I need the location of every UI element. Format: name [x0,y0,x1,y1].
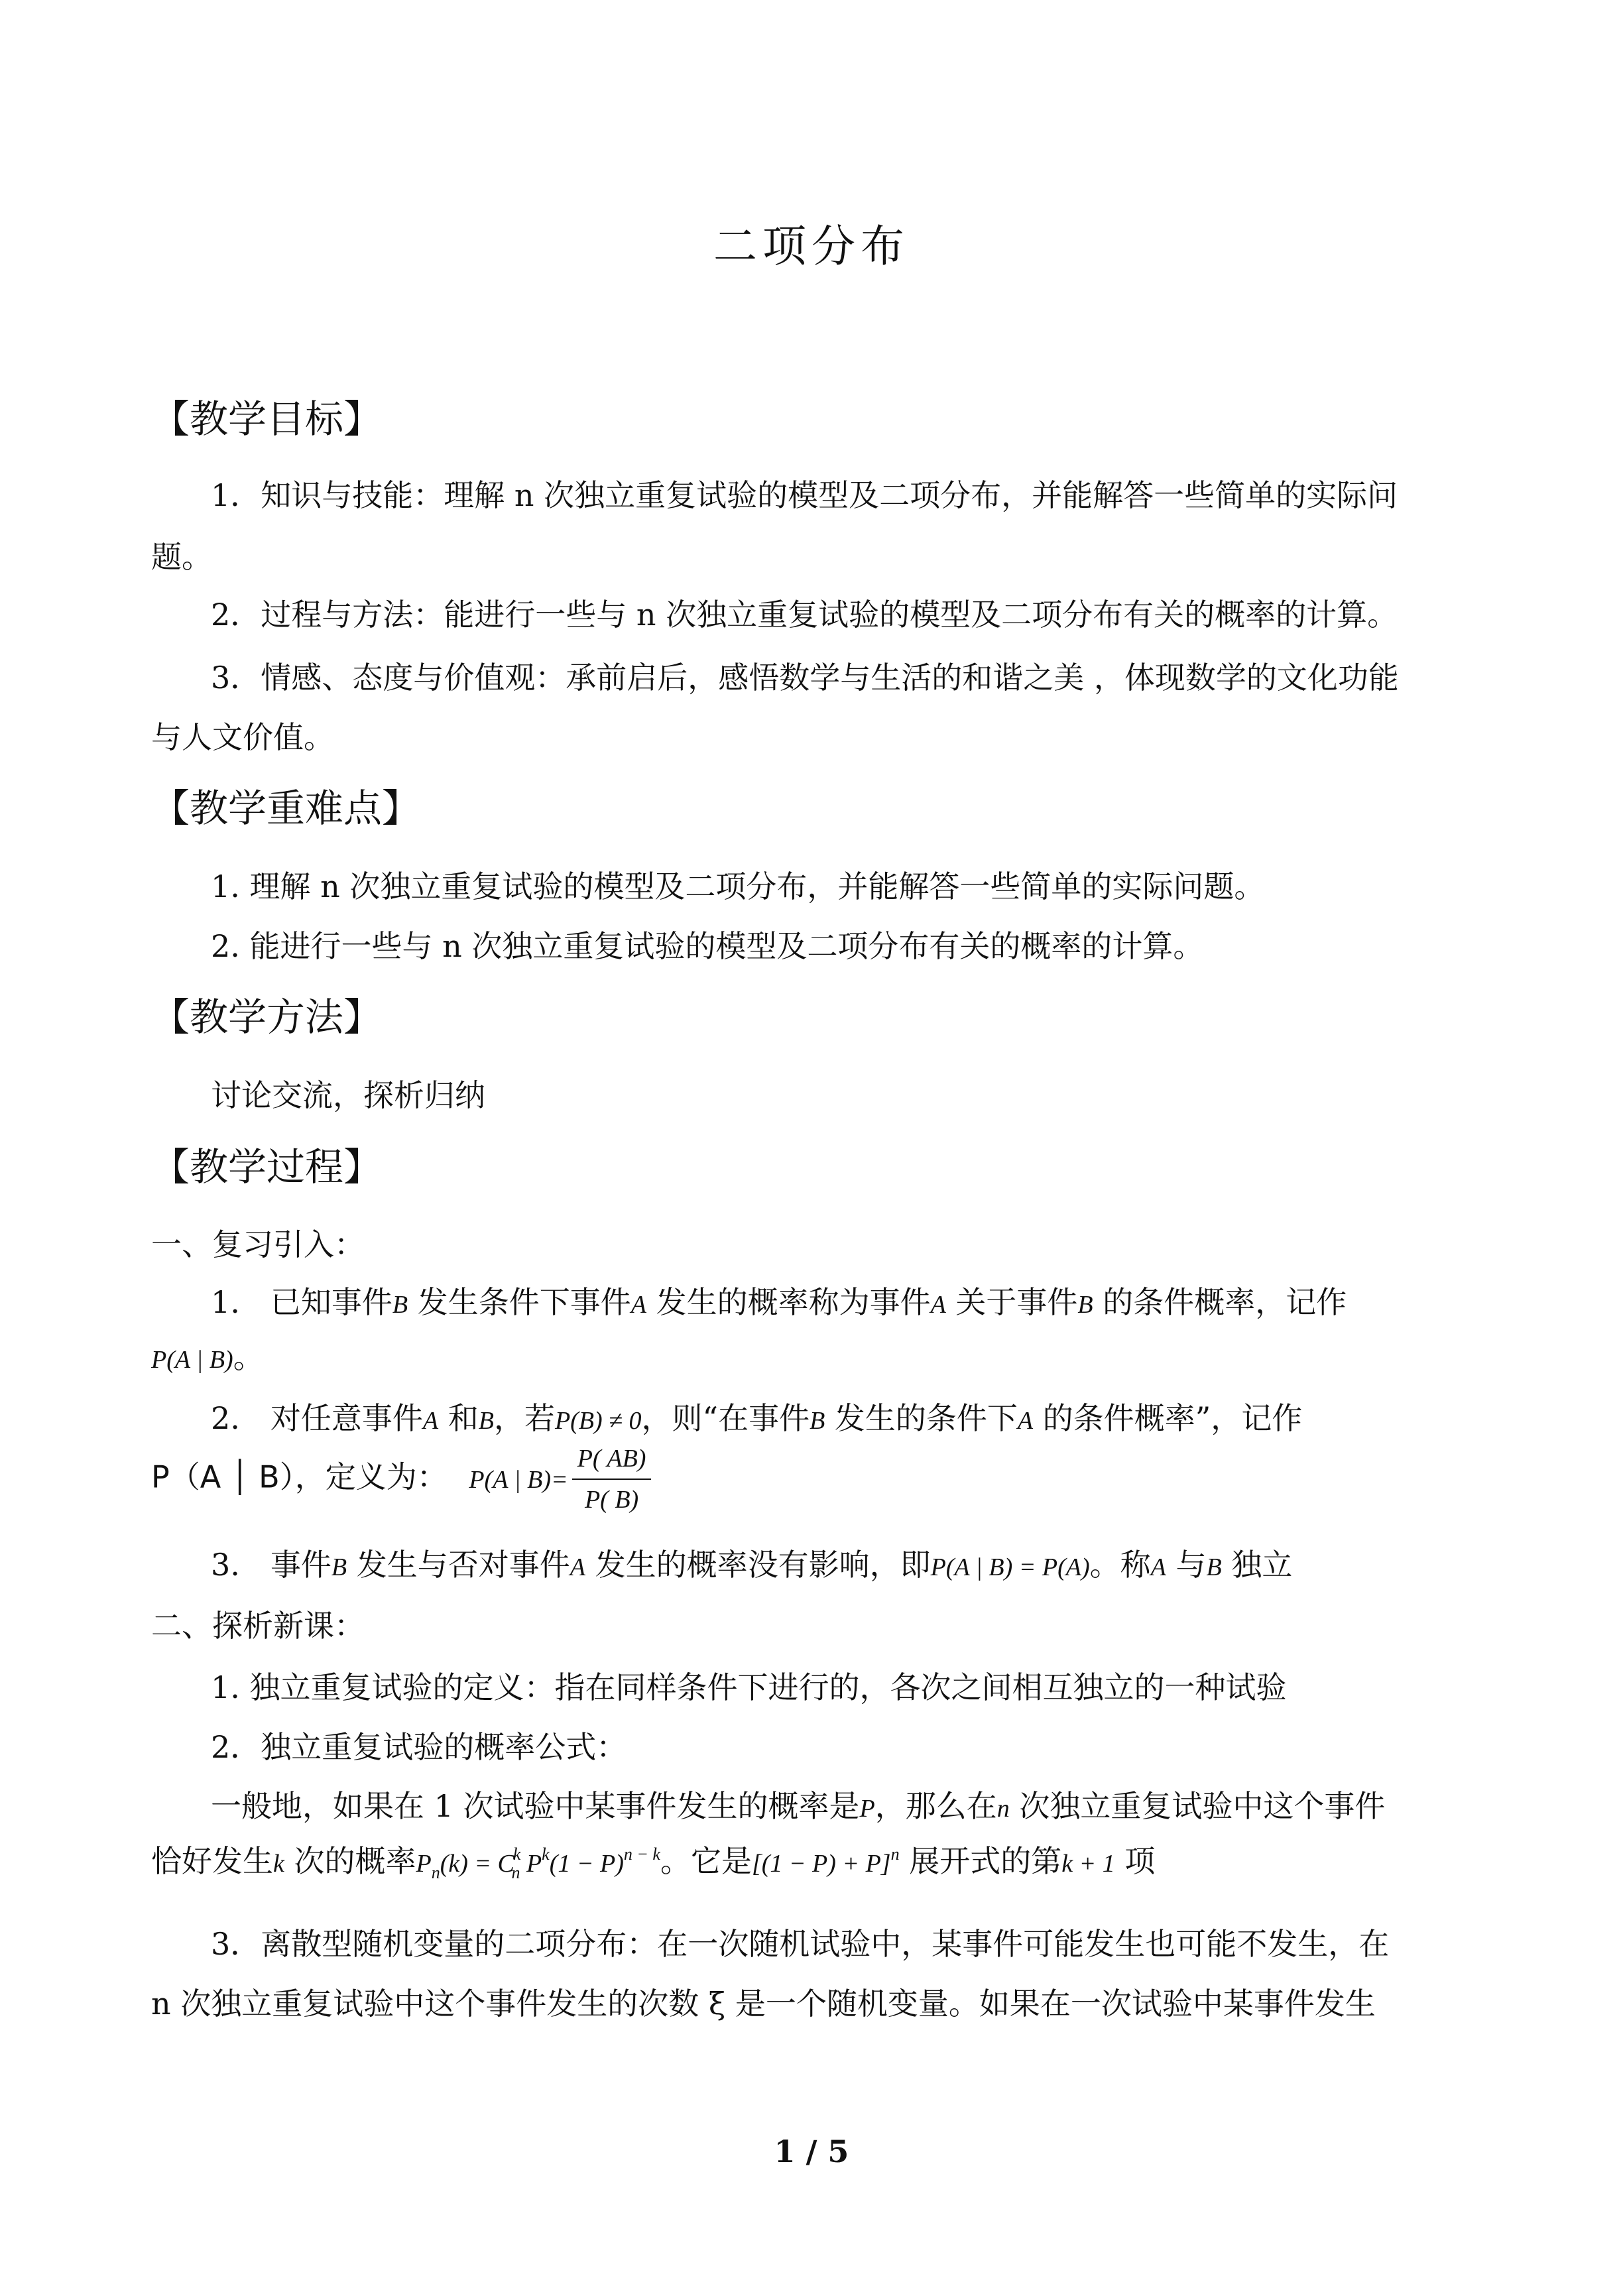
binomial-probability-formula: $P_n(k) = C^k_n$ $P^k(1 - P)^{n - k}$ [416,1844,660,1882]
section-heading-methods: 【教学方法】 [151,995,383,1040]
goal-2: 2．过程与方法：能进行一些与 n 次独立重复试验的模型及二项分布有关的概率的计算。 [211,597,1398,633]
review-item-2-line-1: 2. 对任意事件A 和B，若P(B) ≠ 0，则“在事件B 发生的条件下A 的条件概率”，记作 [211,1400,1303,1436]
conditional-probability-formula: P(A | B) [151,1346,233,1374]
newlesson-heading: 二、探析新课： [151,1608,365,1644]
newlesson-item-3-line-1: 3．离散型随机变量的二项分布：在一次随机试验中，某事件可能发生也可能不发生，在 [211,1926,1390,1962]
binomial-formula-line-1: 一般地，如果在 1 次试验中某事件发生的概率是P，那么在n 次独立重复试验中这个事件 [211,1788,1386,1824]
goal-3-line-1: 3．情感、态度与价值观：承前启后，感悟数学与生活的和谐之美 ，体现数学的文化功能 [211,660,1399,695]
difficulty-1: 1. 理解 n 次独立重复试验的模型及二项分布，并能解答一些简单的实际问题。 [211,869,1265,904]
goal-1-line-1: 1．知识与技能：理解 n 次独立重复试验的模型及二项分布，并能解答一些简单的实际问 [211,477,1398,513]
newlesson-item-3-line-2: n 次独立重复试验中这个事件发生的次数 ξ 是一个随机变量。如果在一次试验中某事件发生 [151,1986,1376,2022]
page-title: 二项分布 [713,221,910,272]
section-heading-process: 【教学过程】 [151,1144,383,1189]
goal-1-line-2: 题。 [151,539,212,575]
newlesson-item-2: 2．独立重复试验的概率公式： [211,1729,627,1765]
review-item-1-line-1: 1. 已知事件B 发生条件下事件A 发生的概率称为事件A 关于事件B 的条件概率，记作 [211,1284,1347,1320]
difficulty-2: 2. 能进行一些与 n 次独立重复试验的模型及二项分布有关的概率的计算。 [211,928,1204,964]
review-item-1-line-2: P(A | B)。 [151,1339,264,1375]
conditional-probability-fraction: $\frac{P( AB)}{P( B)}$ [572,1444,652,1515]
binomial-expansion: $[(1 - P) + P]^n$ [751,1844,900,1878]
independence-formula: P(A | B) = P(A) [930,1553,1090,1581]
review-item-3: 3. 事件B 发生与否对事件A 发生的概率没有影响，即P(A | B) = P(A)。称A 与B 独立 [211,1547,1293,1583]
review-item-2-line-2: P（A │ B），定义为： P(A | B)= $\frac{P( AB)}{P( B)}$ [151,1444,651,1515]
methods-text: 讨论交流，探析归纳 [211,1077,485,1113]
binomial-formula-line-2: 恰好发生k 次的概率$P_n(k) = C^k_n$ $P^k(1 - P)^{n - k}$。它是$[(1 - P) + P]^n$ 展开式的第k + 1 项 [151,1843,1156,1882]
section-heading-goals: 【教学目标】 [151,396,383,442]
section-heading-difficulties: 【教学重难点】 [151,786,421,831]
newlesson-item-1: 1. 独立重复试验的定义：指在同样条件下进行的，各次之间相互独立的一种试验 [211,1669,1287,1705]
review-heading: 一、复习引入： [151,1227,365,1262]
page-number: 1 / 5 [774,2134,849,2169]
goal-3-line-2: 与人文价值。 [151,719,334,755]
